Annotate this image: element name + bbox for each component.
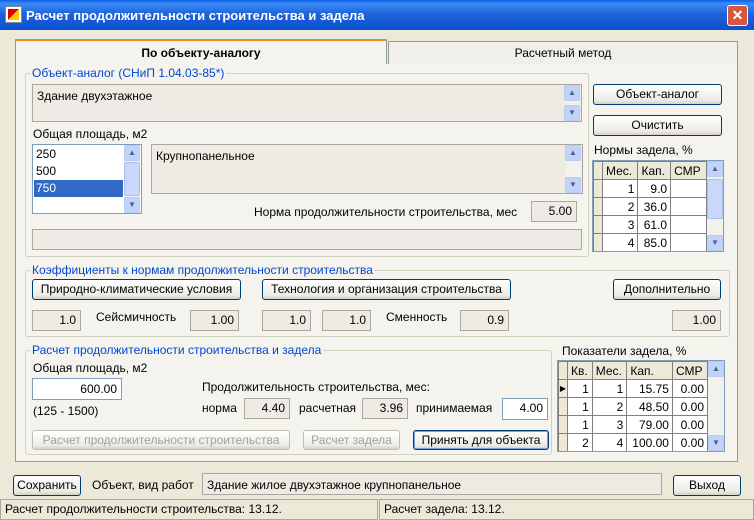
clear-button[interactable]: Очистить (593, 115, 722, 136)
cell[interactable]: 85.0 (638, 234, 671, 252)
grid-corner (594, 162, 603, 180)
cell[interactable] (671, 216, 707, 234)
scroll-down-icon[interactable]: ▼ (708, 435, 724, 451)
calc-duration-button[interactable]: Расчет продолжительности строительства (32, 430, 290, 450)
cell[interactable] (671, 180, 707, 198)
cell[interactable]: 4 (592, 434, 627, 452)
shift-label: Сменность (386, 310, 448, 324)
area-list-item[interactable]: 250 (36, 147, 57, 161)
calc-area-range: (125 - 1500) (33, 404, 99, 418)
table-row[interactable] (594, 234, 707, 252)
reserve-norms-scrollbar[interactable] (707, 161, 723, 251)
accept-for-object-button[interactable]: Принять для объекта (413, 430, 549, 450)
window-title: Расчет продолжительности строительства и задела (26, 8, 365, 23)
analog-info-field (32, 229, 582, 250)
cell[interactable]: 1 (592, 380, 627, 398)
table-row[interactable] (559, 434, 708, 452)
seismic-coef-value: 1.00 (190, 310, 239, 331)
table-row[interactable] (594, 198, 707, 216)
tech-coef-value-1: 1.0 (262, 310, 311, 331)
cell[interactable]: 3 (592, 416, 627, 434)
area-list-item-selected[interactable]: 750 (34, 180, 123, 197)
cell[interactable]: 0.00 (672, 380, 707, 398)
scroll-up-icon[interactable]: ▲ (564, 85, 580, 101)
coefficients-group-caption: Коэффициенты к нормам продолжительности строительства (32, 263, 373, 277)
cell[interactable]: 1 (568, 380, 593, 398)
row-indicator (559, 416, 568, 434)
reserve-norms-grid[interactable] (592, 160, 724, 252)
calc-area-input[interactable]: 600.00 (32, 378, 122, 400)
norm-duration-label: Норма продолжительности строительства, мес (254, 205, 518, 219)
cell[interactable]: 0.00 (672, 434, 707, 452)
calculation-group-caption: Расчет продолжительности строительства и задела (32, 343, 322, 357)
cell[interactable] (671, 234, 707, 252)
calculated-value: 3.96 (362, 398, 408, 419)
accepted-input[interactable]: 4.00 (502, 398, 548, 420)
col-header: Кап. (627, 362, 673, 380)
cell[interactable]: 9.0 (638, 180, 671, 198)
col-header: Кв. (568, 362, 593, 380)
scroll-thumb[interactable] (707, 179, 723, 219)
col-header: Кап. (638, 162, 671, 180)
row-indicator (559, 398, 568, 416)
cell[interactable]: 4 (603, 234, 638, 252)
calc-reserve-button[interactable]: Расчет задела (303, 430, 400, 450)
area-list-scrollbar[interactable] (124, 145, 140, 213)
scroll-up-icon[interactable]: ▲ (565, 145, 581, 161)
row-indicator (594, 216, 603, 234)
scroll-down-icon[interactable]: ▼ (707, 235, 723, 251)
cell[interactable]: 15.75 (627, 380, 673, 398)
close-button[interactable]: ✕ (727, 5, 748, 26)
scroll-down-icon[interactable]: ▼ (565, 177, 581, 193)
tab-calc-method-label: Расчетный метод (514, 46, 612, 60)
scroll-down-icon[interactable]: ▼ (124, 197, 140, 213)
cell[interactable]: 2 (568, 434, 593, 452)
cell[interactable]: 48.50 (627, 398, 673, 416)
tab-analog-label: По объекту-аналогу (141, 46, 261, 60)
reserve-indicators-scrollbar[interactable] (708, 361, 724, 451)
col-header: СМР (672, 362, 707, 380)
tab-calc-method[interactable] (388, 41, 738, 65)
accepted-label: принимаемая (416, 401, 493, 415)
cell[interactable] (671, 198, 707, 216)
app-icon (5, 6, 22, 23)
cell[interactable]: 1 (603, 180, 638, 198)
cell[interactable]: 1 (568, 416, 593, 434)
object-value-field: Здание жилое двухэтажное крупнопанельное (202, 473, 662, 495)
analog-group-caption: Объект-аналог (СНиП 1.04.03-85*) (32, 66, 225, 80)
row-indicator (559, 434, 568, 452)
row-indicator (594, 198, 603, 216)
duration-label: Продолжительность строительства, мес: (202, 380, 430, 394)
save-button[interactable]: Сохранить (13, 475, 81, 496)
col-header: Мес. (592, 362, 627, 380)
table-row[interactable] (559, 416, 708, 434)
climate-coef-value: 1.0 (32, 310, 81, 331)
building-name-scrollbar[interactable] (564, 85, 580, 121)
status-bar (0, 499, 754, 520)
object-label: Объект, вид работ (92, 478, 194, 492)
area-list-item[interactable]: 500 (36, 164, 57, 178)
norm-duration-value: 5.00 (531, 201, 577, 222)
norm-value: 4.40 (244, 398, 290, 419)
table-row[interactable] (559, 398, 708, 416)
table-row[interactable] (594, 216, 707, 234)
cell[interactable]: 61.0 (638, 216, 671, 234)
scroll-up-icon[interactable]: ▲ (708, 361, 724, 377)
reserve-indicators-grid[interactable] (557, 360, 725, 452)
exit-button[interactable]: Выход (673, 475, 741, 496)
seismic-label: Сейсмичность (96, 310, 177, 324)
shift-coef-value: 0.9 (460, 310, 509, 331)
norm-label: норма (202, 401, 237, 415)
grid-corner (559, 362, 568, 380)
scroll-up-icon[interactable]: ▲ (707, 161, 723, 177)
climate-conditions-button[interactable]: Природно-климатические условия (32, 279, 241, 300)
calc-area-label: Общая площадь, м2 (33, 361, 148, 375)
tech-coef-value-2: 1.0 (322, 310, 371, 331)
reserve-norms-label: Нормы задела, % (594, 143, 693, 157)
status-duration: Расчет продолжительности строительства: 13.12. (0, 499, 378, 520)
cell[interactable]: 2 (592, 398, 627, 416)
table-row[interactable] (559, 380, 708, 398)
construction-type-field[interactable]: Крупнопанельное (151, 144, 583, 194)
title-bar (0, 0, 754, 30)
col-header: СМР (671, 162, 707, 180)
tab-analog[interactable] (15, 39, 387, 65)
tech-organization-button[interactable]: Технология и организация строительства (262, 279, 511, 300)
cell[interactable]: 0.00 (672, 416, 707, 434)
status-reserve: Расчет задела: 13.12. (379, 499, 754, 520)
cell[interactable]: 36.0 (638, 198, 671, 216)
reserve-indicators-label: Показатели задела, % (562, 344, 687, 358)
row-indicator (594, 234, 603, 252)
cell[interactable]: 0.00 (672, 398, 707, 416)
analog-object-button[interactable]: Объект-аналог (593, 84, 722, 105)
col-header: Мес. (603, 162, 638, 180)
cell[interactable]: 79.00 (627, 416, 673, 434)
area-label: Общая площадь, м2 (33, 127, 148, 141)
additional-button[interactable]: Дополнительно (613, 279, 721, 300)
scroll-up-icon[interactable]: ▲ (124, 145, 140, 161)
current-row-icon: ▶ (559, 380, 568, 398)
additional-coef-value: 1.00 (672, 310, 721, 331)
cell[interactable]: 100.00 (627, 434, 673, 452)
scroll-down-icon[interactable]: ▼ (564, 105, 580, 121)
building-name-field[interactable]: Здание двухэтажное (32, 84, 582, 122)
cell[interactable]: 1 (568, 398, 593, 416)
cell[interactable]: 2 (603, 198, 638, 216)
row-indicator (594, 180, 603, 198)
scroll-thumb[interactable] (124, 162, 140, 196)
cell[interactable]: 3 (603, 216, 638, 234)
calculated-label: расчетная (299, 401, 357, 415)
table-row[interactable] (594, 180, 707, 198)
construction-type-scrollbar[interactable] (565, 145, 581, 193)
